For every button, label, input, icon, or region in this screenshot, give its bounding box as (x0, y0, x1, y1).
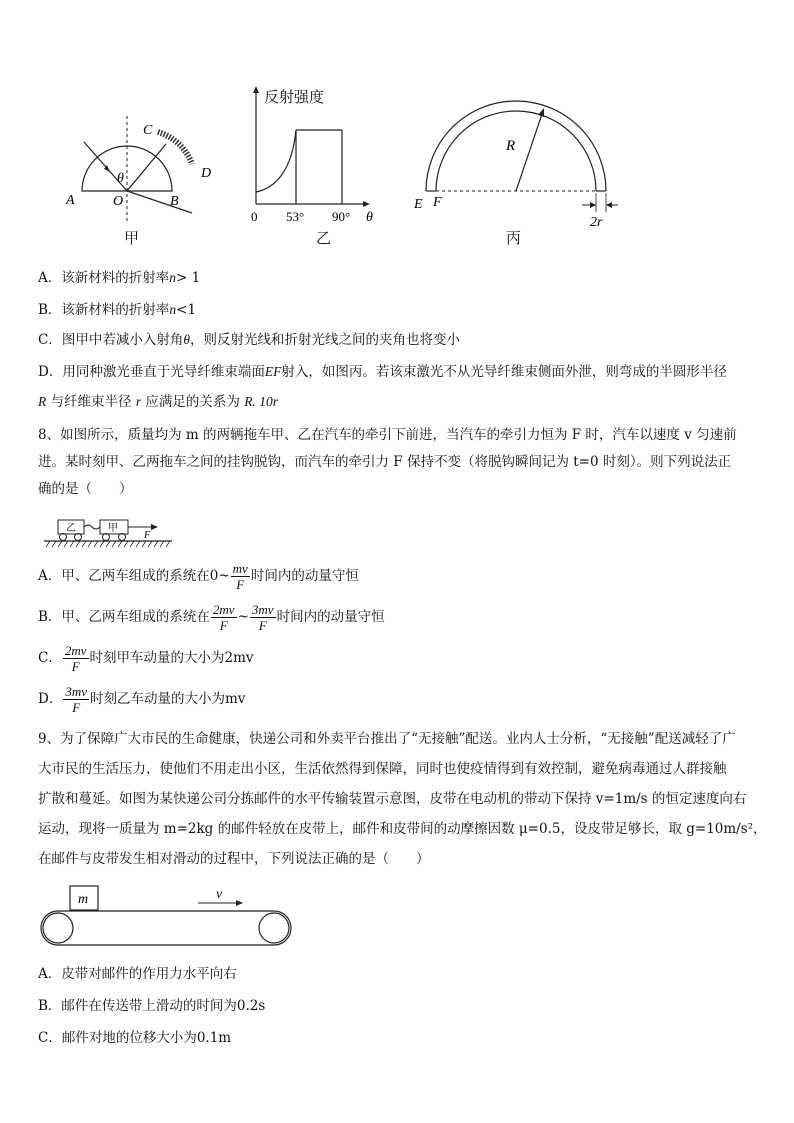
wheel-icon (60, 534, 67, 541)
caption-bing: 丙 (506, 231, 522, 247)
q9-option-c: C．邮件对地的位移大小为0.1m (38, 1030, 232, 1046)
fraction: $\frac{3mv}{F}$ (251, 602, 274, 633)
q7-option-d-line1: D．用同种激光垂直于光导纤维束端面EF射入，如图丙。若该束激光不从光导纤维束侧面外泄，则弯成的半圆形半径 (38, 364, 727, 380)
q9-stem-line: 9、为了保障广大市民的生命健康，快递公司和外卖平台推出了“无接触”配送。业内人士分析，“无接触”配送减轻了广 (38, 731, 736, 747)
label-force: F (144, 530, 151, 541)
label-mass: m (78, 892, 89, 907)
fraction: $\frac{mv}{F}$ (232, 561, 248, 592)
pulley-left (43, 913, 73, 943)
reflected-ray (127, 144, 166, 191)
q7-option-d-line2: R 与纤维束半径 r 应满足的关系为 R. 10r (38, 394, 278, 410)
dim-arrow-l-icon (590, 202, 596, 208)
q9-stem-line: 扩散和蔓延。如图为某快递公司分拣邮件的水平传输装置示意图，皮带在电动机的带动下保持 v=1m/s 的恒定速度向右 (38, 791, 747, 807)
label-r: R (506, 138, 516, 154)
label-o: O (113, 194, 124, 209)
q8-stem-line: 进。某时刻甲、乙两拖车之间的挂钩脱钩，而汽车的牵引力 F 保持不变（将脱钩瞬间记为 t=0 时刻）。则下列说法正 (38, 454, 732, 470)
inner-arc (436, 111, 596, 191)
pulley-right (259, 913, 289, 943)
radius-arrow-icon (538, 108, 544, 117)
x-axis-label: θ (366, 210, 373, 225)
refracted-ray (127, 191, 192, 213)
curve-rise (256, 130, 296, 192)
tick-90: 90° (332, 209, 351, 224)
caption-yi: 乙 (316, 231, 332, 247)
label-velocity: v (216, 887, 223, 902)
q8-option-c: C． $\frac{2mv}{F}$ 时刻甲车动量的大小为2mv (38, 643, 254, 674)
q7-option-b: B．该新材料的折射率n<1 (38, 302, 197, 318)
figure-jia (60, 112, 220, 232)
q7-option-a: A．该新材料的折射率n> 1 (38, 270, 201, 286)
label-a: A (66, 193, 75, 208)
fraction: $\frac{2mv}{F}$ (212, 602, 235, 633)
y-axis-label: 反射强度 (264, 88, 325, 106)
velocity-arrow-icon (236, 900, 243, 906)
fraction: $\frac{2mv}{F}$ (64, 643, 87, 674)
q9-option-b: B．邮件在传送带上滑动的时间为0.2s (38, 998, 266, 1014)
q8-stem-line: 确的是（ ） (38, 481, 133, 497)
wheel-icon (75, 534, 82, 541)
q9-stem-line: 运动，现将一质量为 m=2kg 的邮件轻放在皮带上，邮件和皮带间的动摩擦因数 μ=0.5，设皮带足够长，取 g=10m/s²， (38, 821, 767, 837)
figure-conveyor (38, 882, 298, 952)
q8-option-b: B．甲、乙两车组成的系统在 $\frac{2mv}{F}$ ~ $\frac{3mv}{F}$ 时间内的动量守恒 (38, 602, 385, 633)
dim-arrow-r-icon (606, 202, 612, 208)
wheel-icon (119, 534, 126, 541)
tick-53: 53° (286, 209, 305, 224)
label-e: E (414, 197, 423, 212)
label-b: B (170, 194, 179, 209)
label-theta: θ (117, 171, 124, 186)
caption-jia: 甲 (124, 231, 140, 247)
y-arrow-icon (253, 86, 259, 93)
q8-option-a: A．甲、乙两车组成的系统在0~ $\frac{mv}{F}$ 时间内的动量守恒 (38, 561, 359, 592)
force-arrow-icon (151, 524, 158, 530)
label-d: D (201, 166, 212, 181)
figure-bing (406, 84, 618, 229)
label-car-jia: 甲 (108, 523, 118, 534)
q8-stem-line: 8、如图所示，质量均为 m 的两辆拖车甲、乙在汽车的牵引下前进，当汽车的牵引力恒为 F 时，汽车以速度 v 匀速前 (38, 427, 737, 443)
fraction: $\frac{3mv}{F}$ (65, 684, 87, 715)
label-f: F (433, 195, 442, 210)
radius-line (516, 114, 542, 191)
ground-hatch (46, 541, 170, 547)
figure-trailers (44, 516, 174, 550)
label-c: C (143, 123, 153, 138)
q8-stem (38, 422, 758, 503)
label-2r: 2r (590, 215, 603, 229)
label-car-yi: 乙 (66, 523, 76, 534)
x-arrow-icon (363, 201, 370, 207)
tick-origin: 0 (251, 209, 258, 224)
hitch-icon (84, 525, 100, 529)
q9-option-a: A．皮带对邮件的作用力水平向右 (38, 966, 237, 982)
q9-stem-line: 大市民的生活压力，使他们不用走出小区，生活依然得到保障，同时也使疫情得到有效控制，避免病毒通过人群接触 (38, 761, 727, 777)
q9-stem-line: 在邮件与皮带发生相对滑动的过程中，下列说法正确的是（ ） (38, 851, 430, 867)
wheel-icon (103, 534, 110, 541)
outer-arc (426, 101, 606, 191)
q8-option-d: D． $\frac{3mv}{F}$ 时刻乙车动量的大小为mv (38, 684, 246, 715)
q7-option-c: C．图甲中若减小入射角θ，则反射光线和折射光线之间的夹角也将变小 (38, 332, 460, 348)
q9-stem (38, 724, 767, 874)
